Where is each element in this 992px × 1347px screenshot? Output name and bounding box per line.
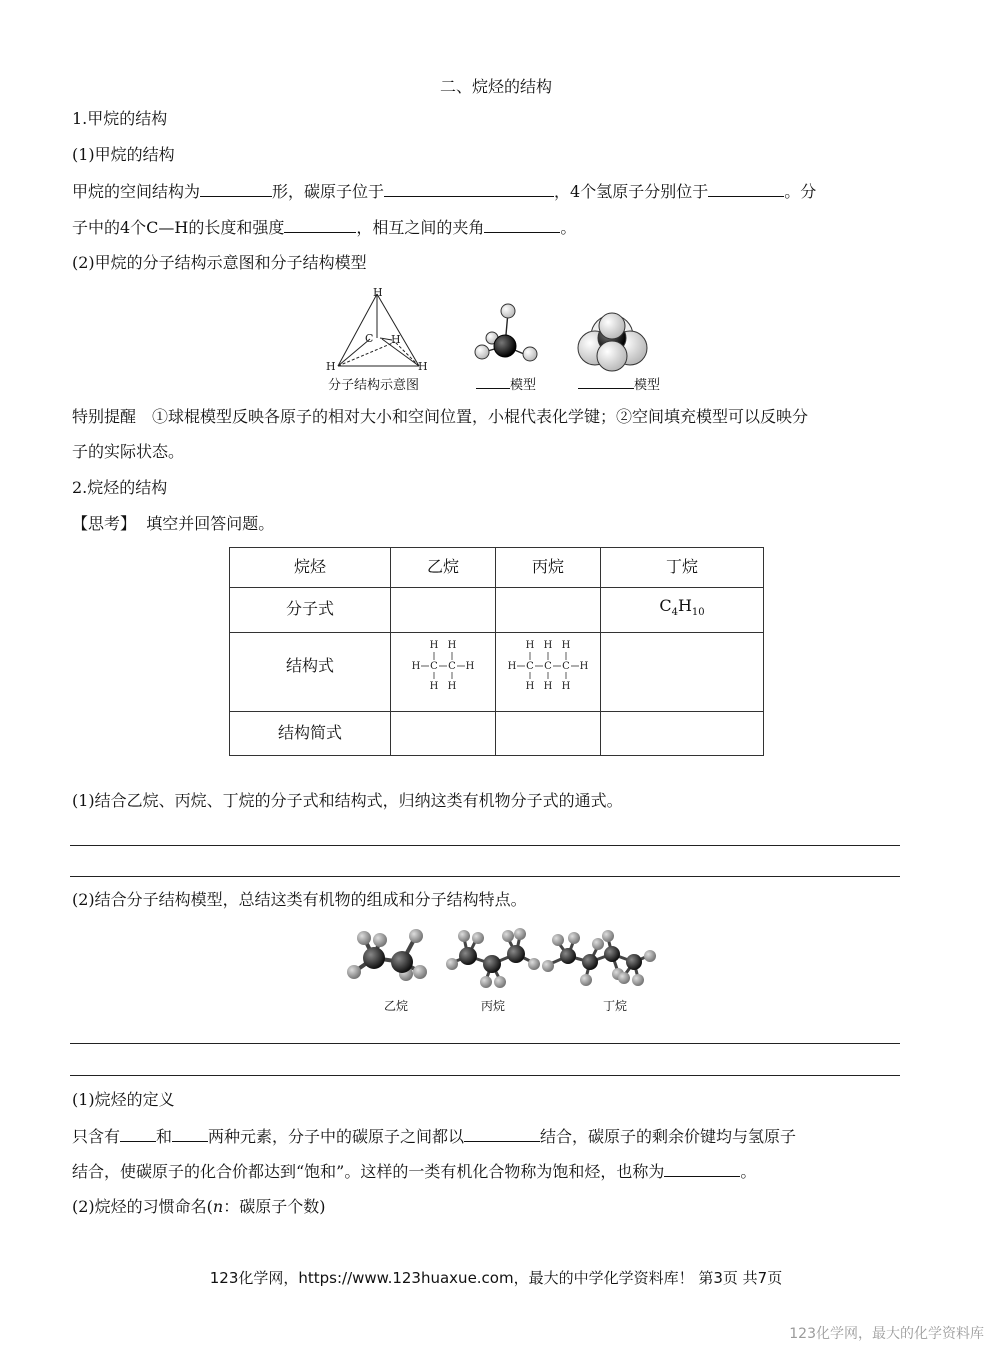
row-label-structural-formula: 结构式 [230,633,391,712]
table-header: 丁烷 [601,548,764,588]
ethane-model [347,929,427,981]
formula-part: H [677,596,692,615]
text-fragment: 甲烷的空间结构为 [72,182,201,201]
caption-propane-model: 丙烷 [481,999,506,1013]
think-text: 填空并回答问题。 [146,514,275,533]
table-cell-empty[interactable] [496,588,601,633]
propane-model [446,928,540,988]
ethane-structural-formula [391,633,496,712]
methane-paragraph-line1 [72,181,816,202]
tetrahedron-schematic [338,294,419,366]
alkane-table [229,547,764,756]
table-cell-empty[interactable] [496,712,601,756]
definition-line1 [72,1126,796,1147]
page-footer: 123化学网，https://www.123huaxue.com，最大的中学化学资料库！ 第3页 共7页 [209,1269,783,1287]
ethane-structure-drawing [391,633,495,707]
caption-space-filling [578,374,660,393]
fill-blank-hydrogen-position[interactable] [708,181,784,197]
fill-blank-bond-angle[interactable] [484,217,560,233]
text-fragment: 形，碳原子位于 [272,182,385,201]
propane-structure-drawing [496,633,600,707]
formula-subscript: 4 [671,607,678,619]
fill-blank-model-type-2[interactable] [578,375,634,389]
caption-schematic: 分子结构示意图 [328,378,420,393]
fill-blank-carbon-position[interactable] [384,181,554,197]
ball-stick-model [475,304,537,361]
text-fragment: (2)烷烃的习惯命名( [72,1197,213,1216]
caption-text: 模型 [634,378,661,393]
fill-blank-model-type-1[interactable] [476,375,510,389]
atom-h: H [447,681,457,692]
butane-model [542,930,656,986]
page-title: 二、烷烃的结构 [439,77,552,96]
table-cell-empty[interactable] [391,712,496,756]
text-fragment: ，相互之间的夹角 [356,218,485,237]
alkane-models-figure [336,922,666,994]
definition-line2 [72,1161,756,1182]
atom-h: H [579,661,589,672]
text-fragment: 结合，碳原子的剩余价键均与氢原子 [540,1127,797,1146]
atom-h: H [429,640,439,651]
table-header: 烷烃 [230,548,391,588]
atom-c: C [448,661,456,672]
caption-butane-model: 丁烷 [603,999,628,1013]
atom-c: C [562,661,570,672]
row-label-condensed-formula: 结构简式 [230,712,391,756]
fill-blank-element-1[interactable] [120,1126,156,1142]
section-heading-alkanes: 2.烷烃的结构 [72,478,168,497]
atom-c: C [544,661,552,672]
caption-ball-stick [476,374,536,393]
atom-h: H [525,681,535,692]
naming-heading [72,1197,325,1217]
atom-c: C [430,661,438,672]
atom-h: H [561,681,571,692]
atom-h: H [543,640,553,651]
text-fragment: 和 [156,1127,173,1146]
variable-n: n [212,1197,224,1216]
row-label-molecular-formula: 分子式 [230,588,391,633]
question-1: (1)结合乙烷、丙烷、丁烷的分子式和结构式，归纳这类有机物分子式的通式。 [72,791,623,810]
atom-label-h-top: H [373,286,383,299]
butane-molecular-formula [601,588,764,633]
text-fragment: 两种元素，分子中的碳原子之间都以 [208,1127,465,1146]
fill-blank-length-strength[interactable] [284,217,356,233]
table-cell-empty[interactable] [601,712,764,756]
atom-label-c: C [365,332,374,345]
atom-c: C [526,661,534,672]
atom-h: H [411,661,421,672]
atom-h: H [429,681,439,692]
atom-h: H [465,661,475,672]
atom-label-h-right: H [418,360,428,373]
answer-line[interactable] [70,845,900,846]
question-2: (2)结合分子结构模型，总结这类有机物的组成和分子结构特点。 [72,890,527,909]
caption-ethane-model: 乙烷 [384,999,409,1013]
watermark: 123化学网，最大的化学资料库 [789,1326,984,1342]
subheading-methane-structure: (1)甲烷的结构 [72,145,175,164]
think-label: 【思考】 [72,514,137,533]
table-header: 乙烷 [391,548,496,588]
table-header: 丙烷 [496,548,601,588]
special-note-line1: 特别提醒 ①球棍模型反映各原子的相对大小和空间位置，小棍代表化学键；②空间填充模型可以反映分 [72,407,809,426]
text-fragment: 。分 [784,182,817,201]
methane-paragraph-line2 [72,217,576,238]
table-cell-empty[interactable] [601,633,764,712]
space-filling-model [578,313,647,371]
propane-structural-formula [496,633,601,712]
text-fragment: ：碳原子个数) [223,1197,326,1216]
answer-line[interactable] [70,1075,900,1076]
text-fragment: 只含有 [72,1127,121,1146]
fill-blank-element-2[interactable] [172,1126,208,1142]
formula-part: C [659,596,672,615]
text-fragment: 。 [740,1162,757,1181]
table-cell-empty[interactable] [391,588,496,633]
think-prompt [72,514,274,534]
caption-text: 模型 [510,378,537,393]
atom-h: H [447,640,457,651]
atom-h: H [525,640,535,651]
definition-heading: (1)烷烃的定义 [72,1090,175,1109]
atom-label-h-inner: H [391,333,401,346]
answer-line[interactable] [70,876,900,877]
subheading-methane-models: (2)甲烷的分子结构示意图和分子结构模型 [72,253,367,272]
text-fragment: ，4个氢原子分别位于 [554,182,709,201]
section-heading-methane: 1.甲烷的结构 [72,109,168,128]
text-fragment: 结合，使碳原子的化合价都达到“饱和”。这样的一类有机化合物称为饱和烃，也称为 [72,1162,665,1181]
formula-subscript: 10 [691,607,705,619]
fill-blank-bond-type[interactable] [464,1126,540,1142]
answer-line[interactable] [70,1043,900,1044]
atom-h: H [561,640,571,651]
fill-blank-alkane-name[interactable] [664,1161,740,1177]
atom-h: H [507,661,517,672]
text-fragment: 子中的4个C—H的长度和强度 [72,218,285,237]
fill-blank-shape[interactable] [200,181,272,197]
atom-h: H [543,681,553,692]
special-note-line2: 子的实际状态。 [72,442,185,461]
text-fragment: 。 [560,218,577,237]
atom-label-h-left: H [326,360,336,373]
